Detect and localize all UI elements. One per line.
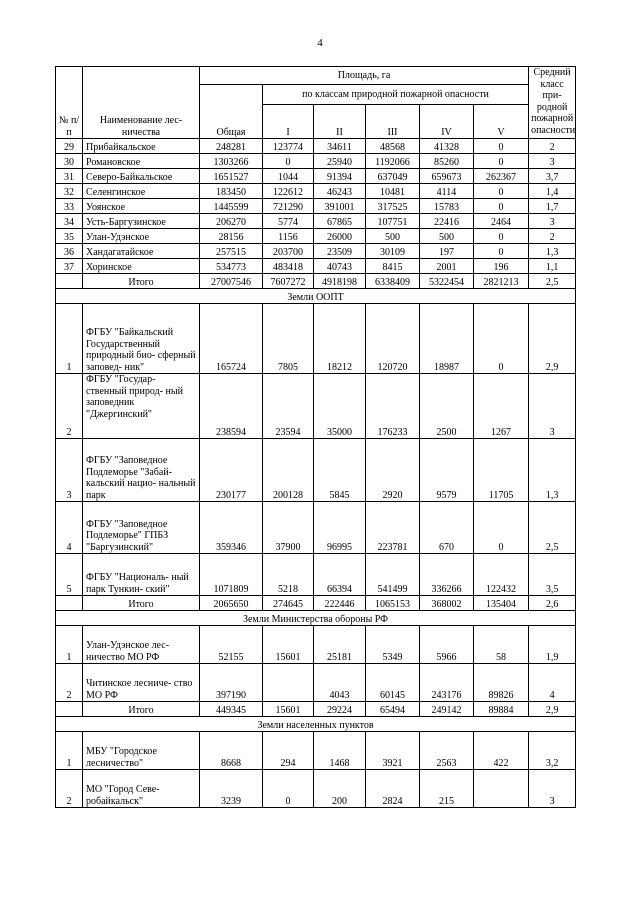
row-class-1 <box>263 664 314 702</box>
row-class-2: 67865 <box>314 214 366 229</box>
total-sum: 27007546 <box>200 274 263 289</box>
row-class-3: 10481 <box>366 184 420 199</box>
forest-fire-table <box>55 66 576 808</box>
row-avg: 1,1 <box>529 259 576 274</box>
total-label: Итого <box>83 702 200 717</box>
row-class-2: 4043 <box>314 664 366 702</box>
row-avg: 2,5 <box>529 502 576 554</box>
row-class-5: 0 <box>474 229 529 244</box>
total-class-4: 5322454 <box>420 274 474 289</box>
row-total: 28156 <box>200 229 263 244</box>
table-row <box>56 770 576 808</box>
table-row <box>56 626 576 664</box>
total-avg: 2,5 <box>529 274 576 289</box>
row-total: 52155 <box>200 626 263 664</box>
total-label: Итого <box>83 596 200 611</box>
row-name: Прибайкальское <box>83 139 200 154</box>
row-num: 35 <box>56 229 83 244</box>
table-row <box>56 502 576 554</box>
row-num: 5 <box>56 554 83 596</box>
row-total: 206270 <box>200 214 263 229</box>
total-class-3: 65494 <box>366 702 420 717</box>
section-title-oopt: Земли ООПТ <box>56 289 576 304</box>
row-avg: 2 <box>529 139 576 154</box>
row-total: 8668 <box>200 732 263 770</box>
row-class-4: 4114 <box>420 184 474 199</box>
row-class-3: 500 <box>366 229 420 244</box>
total-class-4: 368002 <box>420 596 474 611</box>
row-num: 2 <box>56 374 83 439</box>
section-title-mod: Земли Министерства обороны РФ <box>56 611 576 626</box>
total-avg: 2,9 <box>529 702 576 717</box>
row-num: 34 <box>56 214 83 229</box>
row-class-2: 91394 <box>314 169 366 184</box>
row-class-1: 5774 <box>263 214 314 229</box>
header-class-4: IV <box>420 105 474 139</box>
row-num: 4 <box>56 502 83 554</box>
row-class-5: 0 <box>474 502 529 554</box>
row-class-3: 2824 <box>366 770 420 808</box>
total-avg: 2,6 <box>529 596 576 611</box>
total-sum: 449345 <box>200 702 263 717</box>
row-class-1: 1156 <box>263 229 314 244</box>
total-class-4: 249142 <box>420 702 474 717</box>
row-class-1: 5218 <box>263 554 314 596</box>
total-class-5: 89884 <box>474 702 529 717</box>
page-number: 4 <box>317 37 323 49</box>
row-avg: 3,5 <box>529 554 576 596</box>
header-class-3: III <box>366 105 420 139</box>
row-total: 257515 <box>200 244 263 259</box>
total-class-2: 29224 <box>314 702 366 717</box>
table-row <box>56 554 576 596</box>
row-total: 238594 <box>200 374 263 439</box>
row-class-2: 96995 <box>314 502 366 554</box>
row-total: 1303266 <box>200 154 263 169</box>
row-class-4: 500 <box>420 229 474 244</box>
row-class-5: 58 <box>474 626 529 664</box>
row-total: 1071809 <box>200 554 263 596</box>
row-class-5: 0 <box>474 139 529 154</box>
row-class-1: 203700 <box>263 244 314 259</box>
table-row <box>56 244 576 259</box>
row-class-4: 670 <box>420 502 474 554</box>
row-avg: 1,3 <box>529 439 576 502</box>
row-class-4: 41328 <box>420 139 474 154</box>
row-avg: 3 <box>529 154 576 169</box>
row-class-3: 223781 <box>366 502 420 554</box>
row-num: 1 <box>56 626 83 664</box>
row-avg: 4 <box>529 664 576 702</box>
row-class-2: 26000 <box>314 229 366 244</box>
row-class-3: 2920 <box>366 439 420 502</box>
row-class-1: 483418 <box>263 259 314 274</box>
row-class-4: 2563 <box>420 732 474 770</box>
row-class-1: 294 <box>263 732 314 770</box>
header-area: Площадь, га <box>200 67 529 85</box>
row-name: Читинское лесниче- ство МО РФ <box>83 664 200 702</box>
row-class-4: 15783 <box>420 199 474 214</box>
row-class-5: 0 <box>474 244 529 259</box>
row-num: 37 <box>56 259 83 274</box>
row-avg: 2,9 <box>529 304 576 374</box>
row-class-3: 176233 <box>366 374 420 439</box>
row-class-3: 8415 <box>366 259 420 274</box>
row-class-2: 18212 <box>314 304 366 374</box>
row-name: Улан-Удэнское <box>83 229 200 244</box>
row-class-4: 2001 <box>420 259 474 274</box>
row-num: 31 <box>56 169 83 184</box>
row-class-5: 122432 <box>474 554 529 596</box>
row-avg: 3 <box>529 214 576 229</box>
table-row <box>56 184 576 199</box>
section-row <box>56 611 576 626</box>
total-row <box>56 274 576 289</box>
row-name: Усть-Баргузинское <box>83 214 200 229</box>
row-name: Романовское <box>83 154 200 169</box>
total-row <box>56 596 576 611</box>
row-class-3: 30109 <box>366 244 420 259</box>
row-class-4: 197 <box>420 244 474 259</box>
row-class-3: 48568 <box>366 139 420 154</box>
table-row <box>56 664 576 702</box>
row-class-2: 46243 <box>314 184 366 199</box>
table-row <box>56 169 576 184</box>
row-avg: 3,2 <box>529 732 576 770</box>
total-class-2: 4918198 <box>314 274 366 289</box>
row-avg: 3 <box>529 374 576 439</box>
row-class-3: 5349 <box>366 626 420 664</box>
row-class-5: 196 <box>474 259 529 274</box>
total-class-2: 222446 <box>314 596 366 611</box>
row-class-3: 60145 <box>366 664 420 702</box>
row-class-4: 336266 <box>420 554 474 596</box>
row-class-2: 25181 <box>314 626 366 664</box>
row-name: ФГБУ "Националь- ный парк Тункин- ский" <box>83 554 200 596</box>
row-class-4: 2500 <box>420 374 474 439</box>
section-title-settlements: Земли населенных пунктов <box>56 717 576 732</box>
row-class-1: 1044 <box>263 169 314 184</box>
header-class-1: I <box>263 105 314 139</box>
row-class-5: 262367 <box>474 169 529 184</box>
table-row <box>56 374 576 439</box>
row-class-5: 11705 <box>474 439 529 502</box>
row-total: 183450 <box>200 184 263 199</box>
row-class-5: 0 <box>474 154 529 169</box>
row-class-1: 0 <box>263 770 314 808</box>
row-class-5: 0 <box>474 184 529 199</box>
row-class-5: 422 <box>474 732 529 770</box>
row-total: 1651527 <box>200 169 263 184</box>
row-class-5: 2464 <box>474 214 529 229</box>
row-class-1: 23594 <box>263 374 314 439</box>
row-class-3: 541499 <box>366 554 420 596</box>
row-class-2: 391001 <box>314 199 366 214</box>
row-class-5: 0 <box>474 304 529 374</box>
row-name: ФГБУ "Байкальский Государственный природный био- сферный заповед- ник" <box>83 304 200 374</box>
table-row <box>56 732 576 770</box>
row-name: Селенгинское <box>83 184 200 199</box>
row-num: 32 <box>56 184 83 199</box>
total-class-1: 15601 <box>263 702 314 717</box>
table-row <box>56 154 576 169</box>
total-class-5: 2821213 <box>474 274 529 289</box>
row-class-2: 25940 <box>314 154 366 169</box>
table-row <box>56 199 576 214</box>
table-row <box>56 439 576 502</box>
row-class-4: 18987 <box>420 304 474 374</box>
header-class-5: V <box>474 105 529 139</box>
section-row <box>56 289 576 304</box>
row-class-3: 1192066 <box>366 154 420 169</box>
row-class-2: 200 <box>314 770 366 808</box>
table-row <box>56 214 576 229</box>
row-class-1: 122612 <box>263 184 314 199</box>
row-total: 397190 <box>200 664 263 702</box>
row-class-5: 0 <box>474 199 529 214</box>
row-avg: 1,7 <box>529 199 576 214</box>
row-class-2: 23509 <box>314 244 366 259</box>
total-label: Итого <box>83 274 200 289</box>
row-class-5: 89826 <box>474 664 529 702</box>
row-avg: 1,3 <box>529 244 576 259</box>
row-num: 1 <box>56 304 83 374</box>
header-total: Общая <box>200 85 263 139</box>
row-class-4: 9579 <box>420 439 474 502</box>
row-class-2: 5845 <box>314 439 366 502</box>
table-row <box>56 139 576 154</box>
row-class-1: 200128 <box>263 439 314 502</box>
row-avg: 2 <box>529 229 576 244</box>
header-num: № п/п <box>56 67 83 139</box>
row-num: 1 <box>56 732 83 770</box>
row-class-4: 243176 <box>420 664 474 702</box>
row-class-4: 659673 <box>420 169 474 184</box>
row-num: 3 <box>56 439 83 502</box>
total-sum: 2065650 <box>200 596 263 611</box>
total-class-1: 274645 <box>263 596 314 611</box>
row-class-1: 7805 <box>263 304 314 374</box>
total-class-1: 7607272 <box>263 274 314 289</box>
total-row <box>56 702 576 717</box>
row-class-5 <box>474 770 529 808</box>
row-name: Улан-Удэнское лес- ничество МО РФ <box>83 626 200 664</box>
row-num: 2 <box>56 770 83 808</box>
row-name: Хоринское <box>83 259 200 274</box>
row-class-4: 215 <box>420 770 474 808</box>
row-name: ФГБУ "Заповедное Подлеморье" ГПБЗ "Баргузинский" <box>83 502 200 554</box>
row-class-3: 317525 <box>366 199 420 214</box>
row-name: Уоянское <box>83 199 200 214</box>
row-class-1: 0 <box>263 154 314 169</box>
table-row <box>56 229 576 244</box>
row-name: ФГБУ "Государ- ственный природ- ный заповедник "Джергинский" <box>83 374 200 439</box>
row-name: Северо-Байкальское <box>83 169 200 184</box>
row-class-3: 120720 <box>366 304 420 374</box>
row-total: 1445599 <box>200 199 263 214</box>
row-total: 3239 <box>200 770 263 808</box>
row-name: ФГБУ "Заповедное Подлеморье "Забай- кальский нацио- нальный парк <box>83 439 200 502</box>
total-class-5: 135404 <box>474 596 529 611</box>
header-name: Наименование лес- ничества <box>83 67 200 139</box>
row-class-2: 1468 <box>314 732 366 770</box>
row-class-4: 5966 <box>420 626 474 664</box>
row-total: 230177 <box>200 439 263 502</box>
row-name: Хандагатайское <box>83 244 200 259</box>
row-avg: 3 <box>529 770 576 808</box>
row-class-2: 35000 <box>314 374 366 439</box>
row-class-3: 637049 <box>366 169 420 184</box>
row-num: 36 <box>56 244 83 259</box>
row-class-4: 85260 <box>420 154 474 169</box>
total-class-3: 6338409 <box>366 274 420 289</box>
section-row <box>56 717 576 732</box>
table-row <box>56 304 576 374</box>
row-class-1: 37900 <box>263 502 314 554</box>
row-class-1: 721290 <box>263 199 314 214</box>
total-class-3: 1065153 <box>366 596 420 611</box>
row-total: 359346 <box>200 502 263 554</box>
row-num: 33 <box>56 199 83 214</box>
header-by-class: по классам природной пожарной опасности <box>263 85 529 105</box>
row-class-5: 1267 <box>474 374 529 439</box>
row-name: МО "Город Севе- робайкальск" <box>83 770 200 808</box>
row-total: 534773 <box>200 259 263 274</box>
row-class-3: 3921 <box>366 732 420 770</box>
row-name: МБУ "Городское лесничество" <box>83 732 200 770</box>
row-num: 30 <box>56 154 83 169</box>
row-class-3: 107751 <box>366 214 420 229</box>
row-total: 248281 <box>200 139 263 154</box>
row-num: 2 <box>56 664 83 702</box>
row-class-2: 66394 <box>314 554 366 596</box>
table-row <box>56 259 576 274</box>
row-class-1: 15601 <box>263 626 314 664</box>
row-class-1: 123774 <box>263 139 314 154</box>
row-avg: 1,4 <box>529 184 576 199</box>
row-total: 165724 <box>200 304 263 374</box>
row-class-2: 34611 <box>314 139 366 154</box>
row-class-2: 40743 <box>314 259 366 274</box>
header-class-2: II <box>314 105 366 139</box>
row-avg: 3,7 <box>529 169 576 184</box>
header-avg-class: Средний класс при- родной пожарной опасности <box>529 67 576 139</box>
row-avg: 1,9 <box>529 626 576 664</box>
row-class-4: 22416 <box>420 214 474 229</box>
row-num: 29 <box>56 139 83 154</box>
